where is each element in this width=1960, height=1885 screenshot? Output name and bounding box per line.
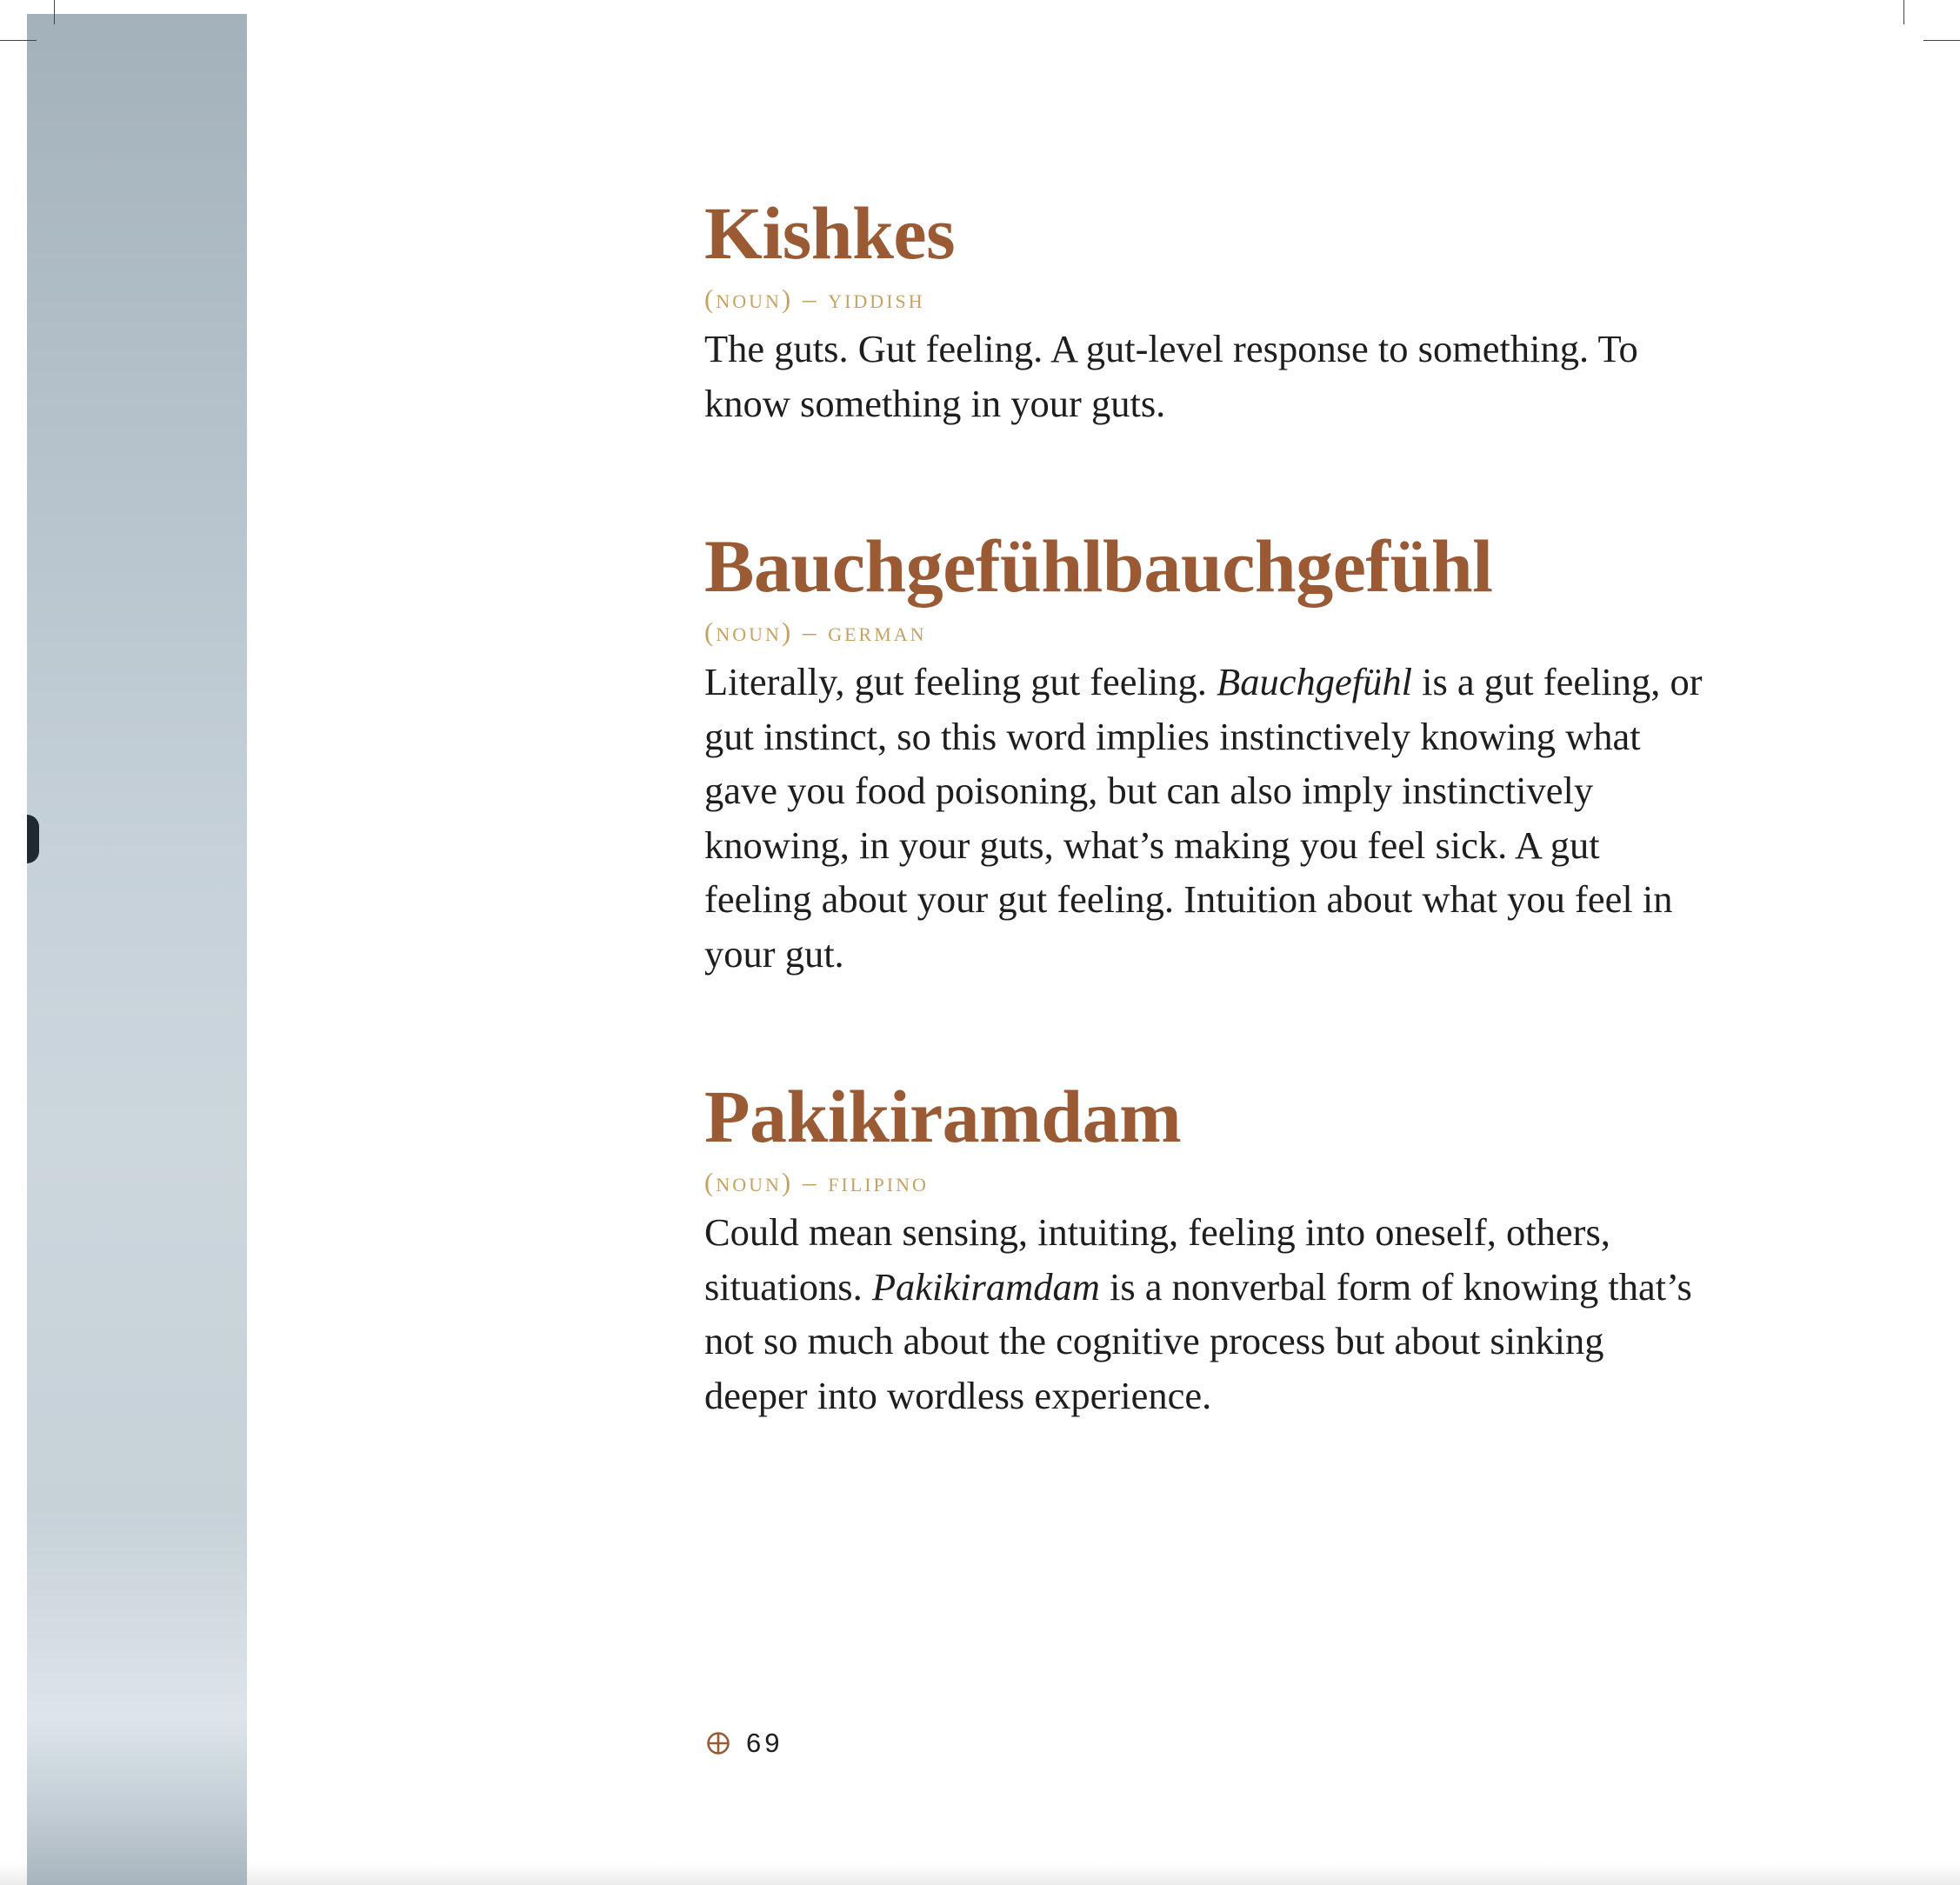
definition-text: Literally, gut feeling gut feeling. [704,660,1217,703]
entry-part-of-speech [704,1162,1704,1203]
pos-label: (noun) – [704,1167,829,1197]
strip-edge-shape [27,815,39,863]
entry-bauchgefuhlbauchgefuhl [704,523,1704,981]
crop-mark-top-right-vertical [1903,0,1904,24]
entry-term: Bauchgefühlbauchgefühl [704,524,1493,608]
entry-definition [704,655,1704,981]
pos-label: (noun) – [704,616,829,647]
language-label: german [828,616,927,647]
page-footer [706,1726,783,1761]
definition-italic-term: Bauchgefühl [1217,660,1412,703]
entry-part-of-speech [704,611,1704,653]
entry-term: Kishkes [704,191,956,275]
language-label: yiddish [828,283,925,314]
entry-definition [704,1205,1704,1422]
definition-text: is a gut feeling, or gut instinct, so this word implies instinctively knowing what gave you food poisoning, but can also imply instinctively knowing, in your guts, what’s making you feel sick. A gut feeling about your gut feeling. Intuition about what you feel in your gut. [704,660,1703,976]
page-number: 69 [746,1728,783,1758]
crop-mark-top-right-horizontal [1923,40,1960,41]
entry-term: Pakikiramdam [704,1075,1182,1158]
page-bottom-shade [0,1862,1960,1885]
glossary-content [704,190,1704,1515]
crop-mark-top-left-horizontal [0,40,37,41]
side-photo-strip [27,14,247,1885]
definition-italic-term: Pakikiramdam [871,1264,1100,1309]
entry-kishkes [704,190,1704,430]
pos-label: (noun) – [704,283,829,314]
entry-definition: The guts. Gut feeling. A gut-level response to something. To know something in your guts. [704,327,1638,425]
definition-text: is a nonverbal form of knowing that’s not so much about the cognitive process but about sinking deeper into wordless experience. [704,1264,1692,1417]
crop-mark-top-left-vertical [54,0,55,24]
language-label: filipino [828,1167,929,1197]
circled-plus-icon [706,1731,730,1755]
definition-text: Could mean sensing, intuiting, feeling into oneself, others, situations. [704,1210,1610,1309]
entry-part-of-speech [704,278,1704,320]
entry-pakikiramdam [704,1073,1704,1422]
